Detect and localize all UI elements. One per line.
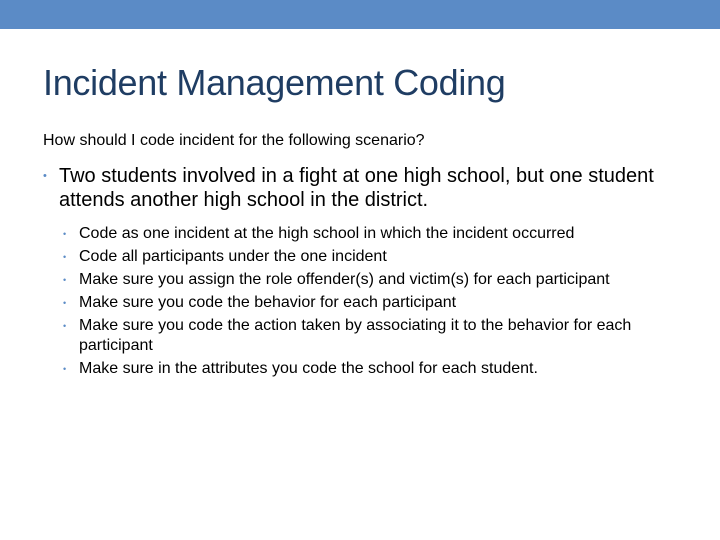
sub-bullet-text: Make sure you code the behavior for each participant xyxy=(79,294,457,311)
sub-bullet-item xyxy=(63,316,673,356)
bullet-icon: • xyxy=(63,229,67,239)
sub-bullet-text: Make sure in the attributes you code the school for each student. xyxy=(79,360,538,377)
bullet-icon: • xyxy=(63,364,67,374)
main-bullet xyxy=(43,164,683,212)
bullet-icon: • xyxy=(63,252,67,262)
sub-bullet-item xyxy=(63,247,673,267)
top-accent-bar xyxy=(0,0,720,29)
sub-bullet-text: Code all participants under the one incident xyxy=(79,248,387,265)
sub-bullet-text: Make sure you code the action taken by associating it to the behavior for each participant xyxy=(79,317,632,354)
intro-question: How should I code incident for the following scenario? xyxy=(43,132,425,149)
sub-bullet-text: Code as one incident at the high school in which the incident occurred xyxy=(79,225,575,242)
sub-bullet-item xyxy=(63,293,673,313)
sub-bullet-text: Make sure you assign the role offender(s) and victim(s) for each participant xyxy=(79,271,610,288)
sub-bullet-item xyxy=(63,359,673,379)
sub-bullet-list xyxy=(63,224,673,382)
bullet-icon: • xyxy=(63,298,67,308)
bullet-icon: • xyxy=(63,321,67,331)
sub-bullet-item xyxy=(63,224,673,244)
bullet-icon: • xyxy=(63,275,67,285)
main-bullet-text: Two students involved in a fight at one high school, but one student attends another high school in the district. xyxy=(59,165,654,211)
sub-bullet-item xyxy=(63,270,673,290)
bullet-icon: • xyxy=(43,170,47,182)
slide-title: Incident Management Coding xyxy=(43,62,506,103)
